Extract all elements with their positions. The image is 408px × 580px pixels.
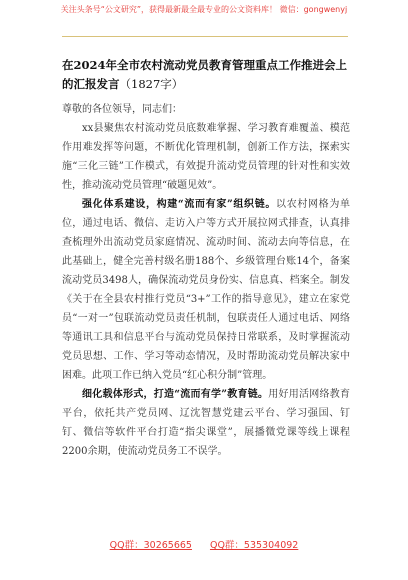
- section-2-paragraph: [62, 385, 350, 461]
- word-count: （1827字）: [119, 77, 184, 91]
- section-1-heading: 强化体系建设，构建“流而有家”组织链。: [82, 199, 277, 210]
- document-title: [62, 56, 350, 94]
- intro-paragraph: xx县聚焦农村流动党员底数难掌握、学习教育难覆盖、模范作用难发挥等问题，不断优化管理机制，创新工作方法，探索实施“三化三链”工作模式，有效提升流动党员管理的针对性和实效性，推动流动党员管理“破题见效”。: [62, 123, 350, 191]
- section-2-heading: 细化载体形式，打造“流而有学”教育链。: [82, 389, 269, 400]
- footer-qq-group-1[interactable]: QQ群：30265665: [109, 540, 192, 551]
- footer-qq-group-2[interactable]: QQ群：535304092: [209, 540, 299, 551]
- header-divider: [62, 36, 348, 37]
- greeting: 尊敬的各位领导，同志们：: [62, 104, 182, 115]
- document-body: [62, 100, 350, 461]
- title-text: 在2024年全市农村流动党员教育管理重点工作推进会上的汇报发言: [62, 58, 348, 91]
- footer: [0, 537, 408, 551]
- header-banner: 关注头条号“公文研究”，获得最新最全最专业的公文资料库！ 微信：gongwenyj: [60, 5, 348, 14]
- section-2-text: 用好用活网络教育平台，依托共产党员网、辽沈智慧党建云平台、学习强国、钉钉、微信等软件平台打造“指尖课堂”，展播微党课等线上课程2200余期，使流动党员务工不误学。: [62, 389, 350, 457]
- section-1-paragraph: [62, 195, 350, 385]
- section-1-text: 以农村网格为单位，通过电话、微信、走访入户等方式开展拉网式排查，认真排查梳理外出流动党员家庭情况、流动时间、流动去向等信息，在此基础上，健全完善村级名册188个、乡级管理台账14个，备案流动党员3498人，确保流动党员身份实、信息真、档案全。制发《关于在全县农村推行党员“3+”工作的指导意见》，建立在家党员“一对一”包联流动党员责任机制，包联责任人通过电话、网络等通讯工具和信息平台与流动党员保持日常联系，及时掌握流动党员思想、工作、学习等动态情况，及时帮助流动党员解决家中困难。此项工作已纳入党员“红心积分制”管理。: [62, 199, 351, 381]
